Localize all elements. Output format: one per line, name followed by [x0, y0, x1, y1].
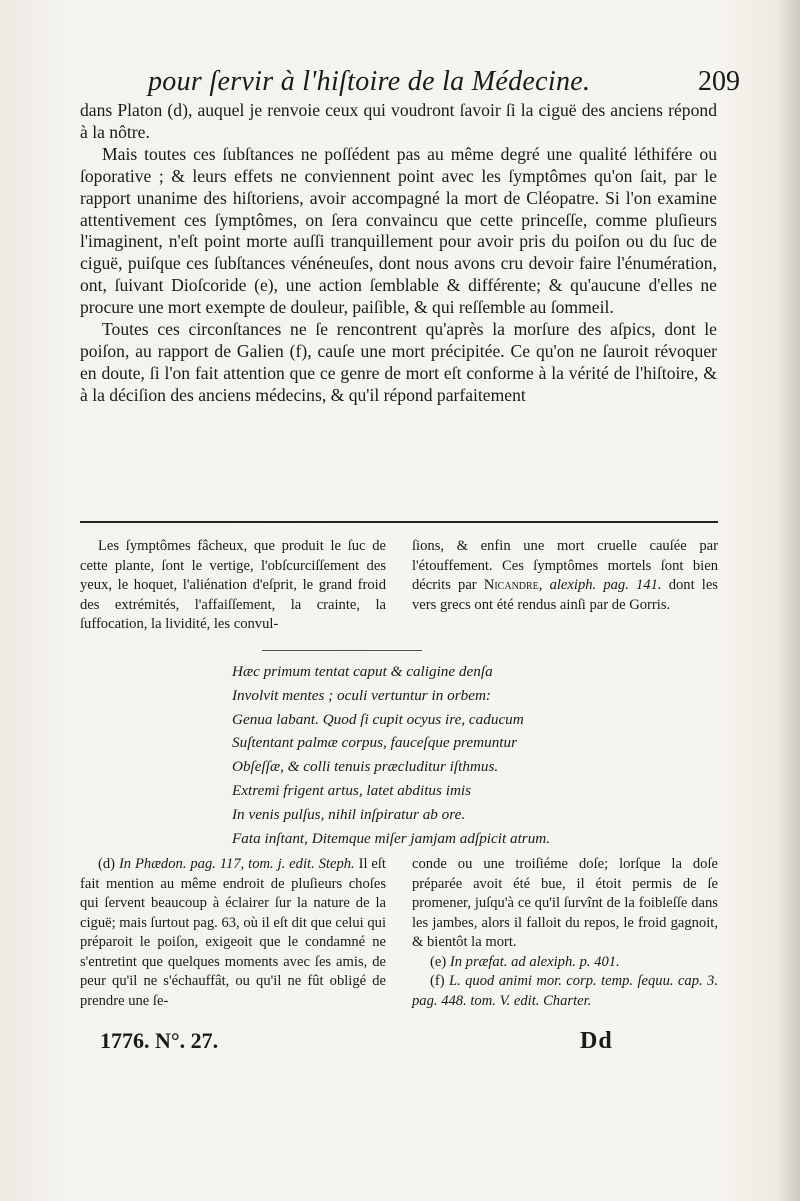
issue-number: 1776. N°. 27. — [100, 1028, 219, 1053]
citation: , alexiph. pag. 141. — [538, 577, 662, 593]
body-paragraph-3: Toutes ces circonſtances ne ſe rencontrent qu'après la morſure des aſpics, dont le poiſon, au rapport de Galien (f), cauſe une mort précipitée. Ce qu'on ne ſauroit révoquer en doute, ſi l'on fait attention que ce genre de mort eſt conforme à la vérité de l'hiſtoire, & à la déciſion des anciens médecins, & qu'il répond parfaitement — [80, 319, 717, 405]
footnote-d-continued: conde ou une troiſiéme doſe; lorſque la doſe préparée avoit été bue, il étoit permis de ſe promener, juſqu'à ce qu'il ſurvînt de la foibleſſe dans les jambes, alors il falloit du repos, le froid gagnoit, & bientôt la mort. — [412, 856, 718, 950]
footnote-f — [412, 972, 718, 1011]
footnote-column-right — [412, 855, 718, 1011]
verse-line: Involvit mentes ; oculi vertuntur in orbem: — [232, 686, 491, 704]
footnote-text — [412, 537, 718, 615]
verse-line: Genua labant. Quod ſi cupit ocyus ire, caducum — [232, 710, 524, 728]
footnote-text-part: dont les vers grecs ont été rendus ainſi par de Gorris. — [412, 577, 718, 613]
footnote-text: Il eſt fait mention au même endroit de pluſieurs choſes qui ſervent beaucoup à éclairer ſur la nature de la ciguë; mais ſurtout pag. 63, où il eſt dit que celui qui préparoit le poiſon, exigeoit que le condamné ne s'entretint que quelques moments avec ſes amis, de peur qu'il ne s'échauffât, ou qu'il ne fût obligé de prendre une ſe- — [80, 856, 387, 1009]
verse-line: Extremi frigent artus, latet abditus imis — [232, 781, 472, 799]
verse-line: Fata inſtant, Ditemque miſer jamjam adſpicit atrum. — [232, 829, 551, 847]
latin-verse — [232, 660, 692, 850]
footnote-continuation — [80, 537, 718, 635]
footnote-label: (d) — [98, 856, 116, 872]
footnote-e — [412, 953, 718, 973]
footnote-label: (f) — [430, 973, 445, 989]
main-body-text — [80, 100, 717, 407]
verse-line: Suſtentant palmæ corpus, fauceſque premuntur — [232, 734, 518, 752]
running-header — [140, 62, 740, 102]
footnote-d — [80, 855, 386, 1011]
verse-line: Obſeſſæ, & colli tenuis præcluditur iſthmus. — [232, 758, 499, 776]
citation: L. quod animi mor. corp. temp. ſequu. cap. 3. pag. 448. tom. V. edit. Charter. — [412, 973, 718, 1009]
footnotes-def — [80, 855, 718, 1011]
verse-line: Hæc primum tentat caput & caligine denſa — [232, 663, 493, 680]
footnote-rule — [80, 521, 718, 523]
page-number: 209 — [698, 66, 740, 97]
running-title: pour ſervir à l'hiſtoire de la Médecine. — [148, 66, 591, 97]
verse-divider — [262, 650, 422, 651]
footnote-column-right — [412, 537, 718, 635]
citation: In Phædon. pag. 117, tom. j. edit. Steph. — [118, 856, 355, 872]
citation: In præfat. ad alexiph. p. 401. — [449, 953, 620, 970]
footnote-label: (e) — [430, 953, 447, 970]
body-paragraph-2: Mais toutes ces ſubſtances ne poſſédent pas au même degré une qualité léthifére ou ſoporative ; & leurs effets ne conviennent point avec les ſymptômes qu'on ſait, par le rapport unanime des hiſtoriens, avoir accompagné la mort de Cléopatre. Si l'on examine attentivement ces ſymptômes, on ſera convaincu que cette princeſſe, comme pluſieurs l'imaginent, n'eſt point morte auſſi tranquillement pour avoir pris du poiſon ou du ſuc de ciguë, puiſque ces ſubſtances vénéneuſes, dont nous avons cru devoir faire l'énumération, ont, ſuivant Dioſcoride (e), une action ſemblable & différente; & qu'aucune d'elles ne procure une mort exempte de douleur, paiſible, & qui reſſemble au ſommeil. — [80, 143, 717, 318]
footnote-column-left — [80, 855, 386, 1011]
footnote-column-left — [80, 537, 386, 635]
footnote-text: Les ſymptômes fâcheux, que produit le ſuc de cette plante, ſont le vertige, l'obſcurciſſement des yeux, le hoquet, l'aliénation d'eſprit, le grand froid des extrémités, l'affaiſſement, la crainte, la ſuffocation, la lividité, les convul- — [80, 538, 386, 632]
signature-mark: Dd — [580, 1028, 613, 1054]
body-paragraph-1: dans Platon (d), auquel je renvoie ceux qui voudront ſavoir ſi la ciguë des anciens répond à la nôtre. — [80, 100, 717, 142]
author-name: Nicandre — [483, 577, 539, 593]
page-edge-shadow — [778, 0, 800, 1201]
footnote-text-part: ſions, & enfin une mort cruelle cauſée par l'étouffement. Ces ſymptômes mortels ſont bien décrits par — [412, 538, 718, 593]
verse-line: In venis pulſus, nihil inſpiratur ab ore. — [232, 805, 466, 823]
